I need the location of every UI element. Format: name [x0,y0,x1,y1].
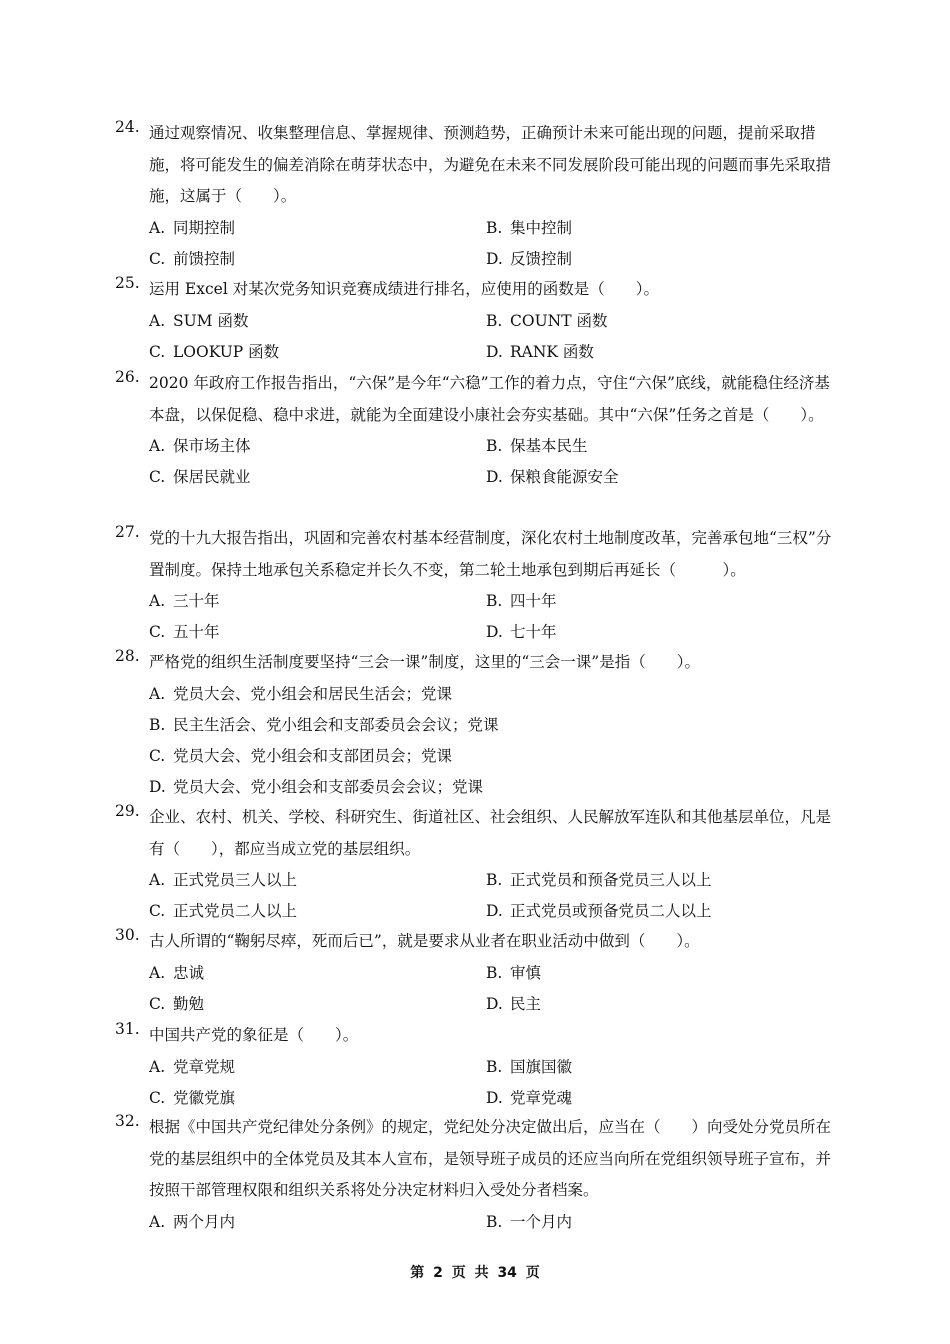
question-32 [115,1112,840,1238]
question-27 [115,523,840,648]
option-letter: D. [486,1088,503,1107]
question-number: 28. [115,647,140,665]
option-text: 反馈控制 [510,249,573,268]
option-c [149,1083,486,1114]
option-text: 保居民就业 [173,468,251,487]
question-stem: 2020 年政府工作报告指出，“六保”是今年“六稳”工作的着力点，守住“六保”底线，就能稳住经济基本盘，以保促稳、稳中求进，就能为全面建设小康社会夯实基础。其中“六保”任务之首是（ ）。 [149,374,830,424]
option-text: 保基本民生 [510,437,588,455]
option-c [149,244,486,275]
option-text: SUM 函数 [173,311,249,330]
option-d [486,337,823,368]
option-b [149,710,839,741]
answer-options [149,1207,840,1238]
option-text: 正式党员或预备党员二人以上 [510,902,712,921]
option-letter: B. [486,218,503,237]
question-30 [115,926,840,1020]
option-a [149,1052,486,1083]
option-d [149,772,839,803]
question-number: 31. [115,1020,140,1038]
option-letter: C. [149,342,166,361]
option-row [149,865,840,896]
option-a [149,213,486,244]
option-letter: D. [486,994,503,1013]
option-row [149,896,840,927]
option-text: 集中控制 [510,218,573,237]
option-text: 党徽党旗 [173,1088,236,1107]
option-text: 三十年 [173,592,220,610]
option-b [486,1207,823,1238]
option-a [149,306,486,337]
option-text: 审慎 [510,963,542,982]
answer-options [149,865,840,927]
option-row [149,462,840,493]
question-number: 26. [115,368,140,386]
answer-options [149,679,840,804]
option-text: 党章党魂 [510,1088,573,1107]
option-letter: B. [486,963,503,982]
option-row [149,989,840,1020]
question-stem: 企业、农村、机关、学校、科研究生、街道社区、社会组织、人民解放军连队和其他基层单位，凡是有（ ），都应当成立党的基层组织。 [149,808,832,858]
option-letter: A. [149,437,166,455]
option-letter: C. [149,468,166,487]
option-c [149,337,486,368]
answer-options [149,1052,840,1114]
question-29 [115,802,840,927]
option-row [149,1083,840,1114]
option-letter: C. [149,994,166,1013]
answer-options [149,586,840,648]
option-text: 一个月内 [510,1212,573,1231]
option-text: 党员大会、党小组会和支部委员会会议；党课 [173,778,484,797]
option-a [149,679,839,710]
question-stem: 运用 Excel 对某次党务知识竞赛成绩进行排名，应使用的函数是（ ）。 [149,280,659,298]
option-letter: C. [149,746,166,765]
option-letter: D. [486,342,503,361]
option-text: 国旗国徽 [510,1057,573,1076]
option-text: 党章党规 [173,1057,236,1076]
option-row [149,958,840,989]
option-letter: A. [149,1057,166,1076]
option-a [149,865,486,896]
option-letter: B. [486,871,503,889]
option-c [149,617,486,648]
question-28 [115,647,840,803]
option-text: 五十年 [173,623,220,642]
option-a [149,431,486,462]
option-row [149,213,840,244]
page-footer: 第 2 页 共 34 页 [410,1265,540,1281]
question-stem: 根据《中国共产党纪律处分条例》的规定，党纪处分决定做出后，应当在（ ）向受处分党员所在党的基层组织中的全体党员及其本人宣布，是领导班子成员的还应当向所在党组织领导班子宣布，并按照干部管理权限和组织关系将处分决定材料归入受处分者档案。 [149,1118,832,1199]
option-text: 前馈控制 [173,249,236,268]
option-b [486,865,823,896]
option-row [149,772,840,803]
option-text: 勤勉 [173,994,205,1013]
option-text: LOOKUP 函数 [173,342,280,361]
option-text: 正式党员二人以上 [173,902,298,921]
option-letter: C. [149,249,166,268]
option-d [486,462,823,493]
option-text: 保粮食能源安全 [510,468,619,487]
option-letter: B. [486,1057,503,1076]
option-letter: C. [149,1088,166,1107]
option-d [486,896,823,927]
answer-options [149,958,840,1020]
option-letter: C. [149,623,166,642]
option-d [486,989,823,1020]
option-text: 保市场主体 [173,437,251,455]
question-24 [115,118,840,275]
option-a [149,958,486,989]
option-row [149,679,840,710]
answer-options [149,431,840,493]
option-letter: A. [149,311,166,330]
option-letter: A. [149,963,166,982]
option-c [149,896,486,927]
option-b [486,213,823,244]
option-letter: A. [149,218,166,237]
option-letter: D. [486,902,503,921]
answer-options [149,306,840,368]
option-text: 同期控制 [173,218,236,237]
option-row [149,431,840,462]
answer-options [149,213,840,275]
option-letter: A. [149,871,166,889]
option-d [486,244,823,275]
option-letter: B. [149,715,166,734]
option-text: 四十年 [510,592,557,610]
option-text: 正式党员和预备党员三人以上 [510,871,712,889]
option-text: 民主生活会、党小组会和支部委员会会议；党课 [173,715,499,734]
option-a [149,586,486,617]
question-number: 29. [115,802,140,820]
option-d [486,1083,823,1114]
option-d [486,617,823,648]
question-stem: 中国共产党的象征是（ ）。 [149,1026,359,1044]
option-text: 正式党员三人以上 [173,871,298,889]
option-b [486,431,823,462]
option-row [149,244,840,275]
question-31 [115,1020,840,1114]
option-letter: D. [486,468,503,487]
option-text: 两个月内 [173,1212,236,1231]
option-letter: C. [149,902,166,921]
question-26 [115,368,840,493]
option-row [149,306,840,337]
option-c [149,989,486,1020]
option-letter: B. [486,1212,503,1231]
option-text: COUNT 函数 [510,311,608,330]
option-row [149,586,840,617]
option-row [149,337,840,368]
option-letter: D. [149,778,166,797]
option-row [149,617,840,648]
option-c [149,741,839,772]
question-stem: 严格党的组织生活制度要坚持“三会一课”制度，这里的“三会一课”是指（ ）。 [149,653,700,671]
option-letter: A. [149,1212,166,1231]
option-row [149,1207,840,1238]
question-number: 24. [115,118,140,136]
option-text: 党员大会、党小组会和支部团员会；党课 [173,746,453,765]
question-number: 25. [115,274,140,292]
option-row [149,741,840,772]
option-b [486,586,823,617]
option-letter: D. [486,623,503,642]
question-stem: 党的十九大报告指出，巩固和完善农村基本经营制度，深化农村土地制度改革，完善承包地“三权”分置制度。保持土地承包关系稳定并长久不变，第二轮土地承包到期后再延长（ ）。 [149,529,832,579]
option-row [149,1052,840,1083]
option-text: 七十年 [510,623,557,642]
question-stem: 通过观察情况、收集整理信息、掌握规律、预测趋势，正确预计未来可能出现的问题，提前采取措施，将可能发生的偏差消除在萌芽状态中，为避免在未来不同发展阶段可能出现的问题而事先采取措施，这属于（ ）。 [149,124,832,205]
option-letter: A. [149,684,166,703]
option-text: RANK 函数 [510,342,594,361]
option-letter: A. [149,592,166,610]
option-c [149,462,486,493]
option-row [149,710,840,741]
option-a [149,1207,486,1238]
option-text: 忠诚 [173,963,205,982]
option-b [486,958,823,989]
option-b [486,1052,823,1083]
question-number: 32. [115,1112,140,1130]
option-letter: D. [486,249,503,268]
option-letter: B. [486,437,503,455]
option-letter: B. [486,592,503,610]
question-number: 30. [115,926,140,944]
question-number: 27. [115,523,140,541]
question-25 [115,274,840,368]
question-stem: 古人所谓的“鞠躬尽瘁，死而后已”，就是要求从业者在职业活动中做到（ ）。 [149,932,700,950]
option-text: 民主 [510,994,542,1013]
option-text: 党员大会、党小组会和居民生活会；党课 [173,684,453,703]
option-letter: B. [486,311,503,330]
option-b [486,306,823,337]
